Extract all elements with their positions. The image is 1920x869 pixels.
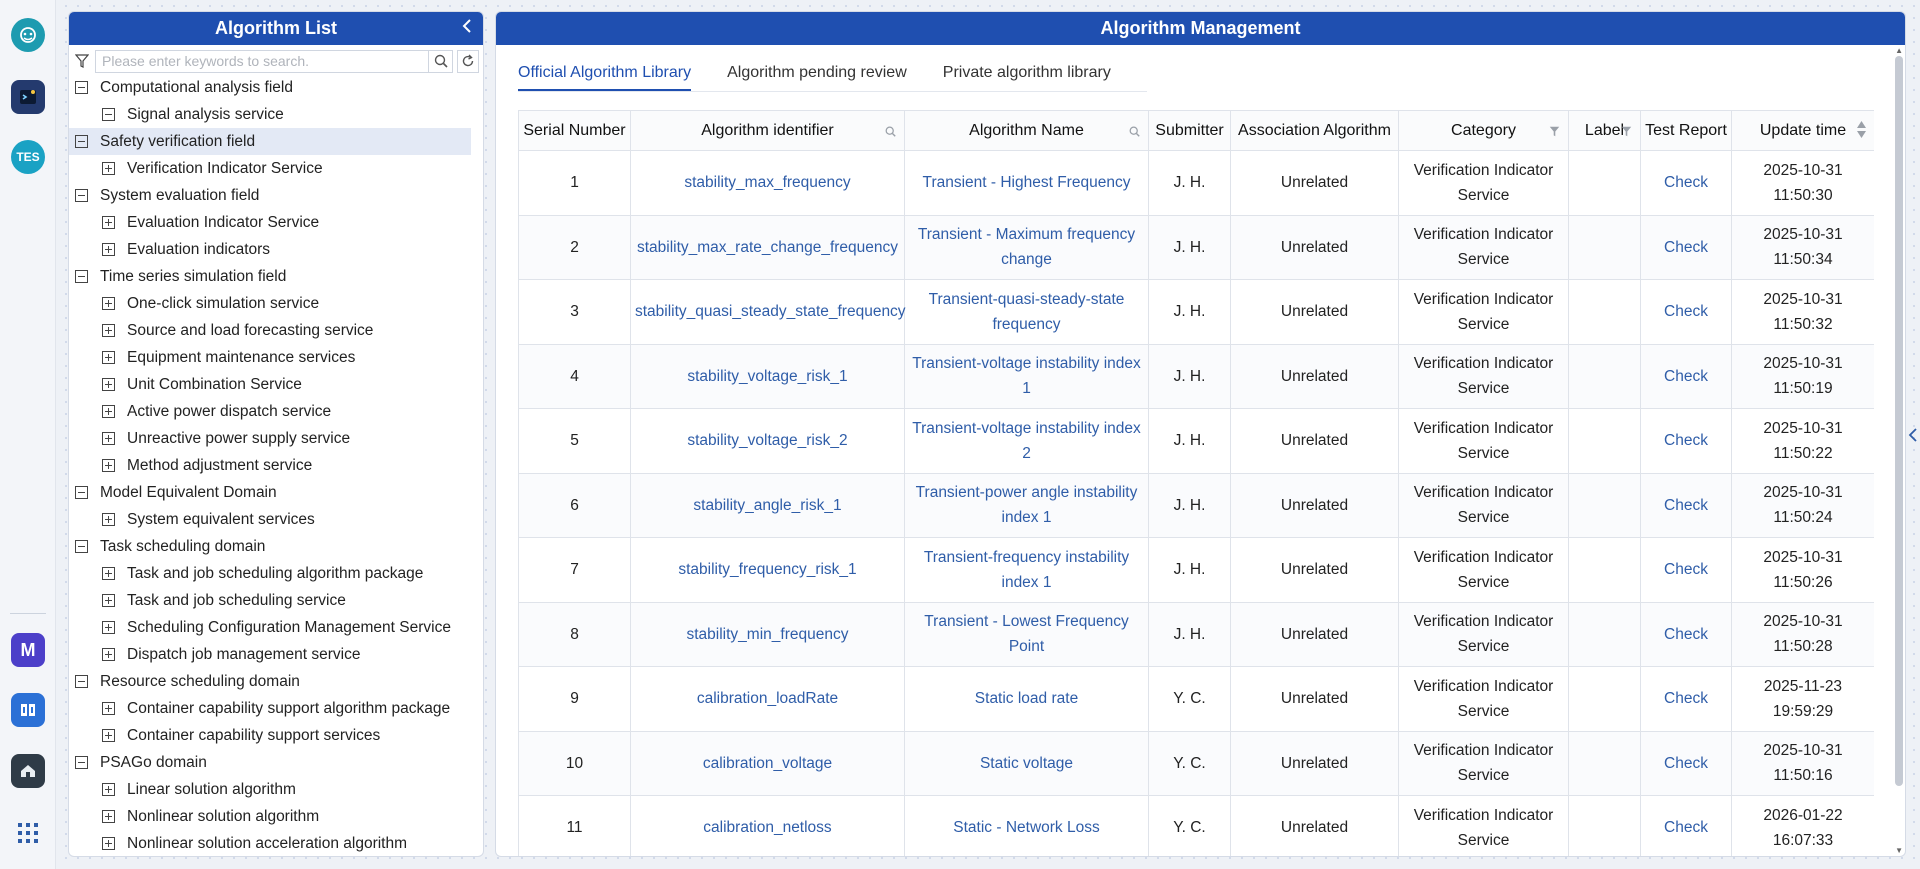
label-cell (1569, 344, 1641, 409)
tree-node-label: Time series simulation field (100, 267, 287, 285)
m-app-icon[interactable]: M (11, 633, 45, 667)
update-clock-time: 11:50:32 (1773, 315, 1833, 333)
algorithm-identifier-link[interactable]: stability_angle_risk_1 (631, 473, 905, 538)
scroll-down-icon[interactable]: ▼ (1895, 846, 1903, 855)
app-rail (0, 0, 56, 869)
tree-node-label: Evaluation Indicator Service (127, 213, 320, 231)
expand-plus-icon[interactable] (102, 216, 115, 229)
tree-node-label: Safety verification field (100, 132, 256, 150)
algorithm-management-header (496, 12, 1905, 45)
collapse-minus-icon[interactable] (102, 108, 115, 121)
algorithm-name-link[interactable]: Transient-voltage instability index 2 (905, 409, 1149, 474)
update-date: 2025-10-31 (1763, 226, 1843, 244)
column-header-label: Submitter (1155, 121, 1224, 139)
tree-node[interactable] (69, 371, 483, 398)
tree-node[interactable] (69, 155, 483, 182)
tree-node[interactable] (69, 398, 483, 425)
collapse-minus-icon[interactable] (75, 486, 88, 499)
table-row (519, 473, 1875, 538)
label-cell (1569, 796, 1641, 858)
table-row (519, 409, 1875, 474)
algorithm-name-link[interactable]: Transient - Highest Frequency (905, 151, 1149, 216)
check-report-link[interactable]: Check (1641, 344, 1732, 409)
page-title: Algorithm Management (1100, 18, 1301, 38)
expand-plus-icon[interactable] (102, 810, 115, 823)
tree-node[interactable] (69, 236, 483, 263)
association-cell: Unrelated (1231, 409, 1399, 474)
tree-node[interactable] (69, 533, 483, 560)
serial-number-cell: 5 (519, 409, 631, 474)
expand-plus-icon[interactable] (102, 405, 115, 418)
algorithm-table-wrap (518, 110, 1874, 857)
serial-number-cell: 2 (519, 215, 631, 280)
collapse-minus-icon[interactable] (75, 270, 88, 283)
tab-private-algorithm-library[interactable]: Private algorithm library (942, 64, 1111, 81)
update-clock-time: 19:59:29 (1772, 702, 1834, 720)
update-clock-time: 11:50:30 (1773, 186, 1833, 204)
tab-algorithm-pending-review[interactable]: Algorithm pending review (727, 64, 907, 81)
tree-node-label: Nonlinear solution acceleration algorithm (127, 834, 408, 852)
tree-node-label: Task and job scheduling algorithm package (127, 564, 424, 582)
tree-node[interactable] (69, 560, 483, 587)
expand-plus-icon[interactable] (102, 621, 115, 634)
update-clock-time: 11:50:22 (1773, 444, 1833, 462)
tree-node-label: Method adjustment service (127, 456, 313, 474)
serial-number-cell: 7 (519, 538, 631, 603)
expand-plus-icon[interactable] (102, 594, 115, 607)
update-clock-time: 11:50:26 (1773, 573, 1833, 591)
association-cell: Unrelated (1231, 473, 1399, 538)
check-report-link[interactable]: Check (1641, 280, 1732, 345)
tree-node-label: Resource scheduling domain (100, 672, 300, 690)
tree-node-label: One-click simulation service (127, 294, 320, 312)
collapse-minus-icon[interactable] (75, 135, 88, 148)
algorithm-identifier-link[interactable]: calibration_netloss (631, 796, 905, 858)
tes-app-icon[interactable]: TES (11, 140, 45, 174)
submitter-cell: J. H. (1149, 215, 1231, 280)
column-search-icon[interactable] (885, 124, 896, 142)
tree-node-label: Task and job scheduling service (127, 591, 346, 609)
tree-node-label: Task scheduling domain (100, 537, 266, 555)
tree-node[interactable] (69, 182, 483, 209)
serial-number-cell: 6 (519, 473, 631, 538)
tree-node[interactable] (69, 479, 483, 506)
serial-number-cell: 9 (519, 667, 631, 732)
update-date: 2025-10-31 (1763, 613, 1843, 631)
update-date: 2025-11-23 (1763, 677, 1843, 695)
column-header-label: Test Report (1645, 121, 1727, 139)
tree-node[interactable] (69, 695, 483, 722)
expand-plus-icon[interactable] (102, 648, 115, 661)
algorithm-list-header (69, 12, 483, 45)
serial-number-cell: 8 (519, 602, 631, 667)
update-date: 2025-10-31 (1763, 290, 1843, 308)
home-app-icon[interactable] (11, 754, 45, 788)
update-clock-time: 11:50:16 (1773, 767, 1833, 785)
tree-node[interactable] (69, 776, 483, 803)
algorithm-identifier-link[interactable]: stability_max_rate_change_frequency (631, 215, 905, 280)
tree-node-label: Nonlinear solution algorithm (127, 807, 320, 825)
tree-node[interactable] (69, 263, 483, 290)
expand-plus-icon[interactable] (102, 513, 115, 526)
update-time-cell (1732, 151, 1875, 216)
category-cell: Verification Indicator Service (1399, 344, 1569, 409)
tree-node-label: Container capability support algorithm package (127, 699, 451, 717)
table-row (519, 538, 1875, 603)
algorithm-identifier-link[interactable]: calibration_loadRate (631, 667, 905, 732)
tree-node-label: Unit Combination Service (127, 375, 302, 393)
tree-node[interactable] (69, 803, 483, 830)
collapse-left-icon[interactable] (461, 18, 473, 39)
column-filter-icon[interactable] (1549, 124, 1560, 142)
serial-number-cell: 4 (519, 344, 631, 409)
tree-node[interactable] (69, 317, 483, 344)
category-cell: Verification Indicator Service (1399, 409, 1569, 474)
category-cell: Verification Indicator Service (1399, 280, 1569, 345)
algorithm-tree (69, 74, 483, 857)
algorithm-identifier-link[interactable]: calibration_voltage (631, 731, 905, 796)
submitter-cell: J. H. (1149, 409, 1231, 474)
check-report-link[interactable]: Check (1641, 151, 1732, 216)
tree-node[interactable] (69, 506, 483, 533)
update-time-cell (1732, 667, 1875, 732)
association-cell: Unrelated (1231, 538, 1399, 603)
column-header (905, 111, 1149, 151)
column-filter-icon[interactable] (1621, 124, 1632, 142)
submitter-cell: Y. C. (1149, 667, 1231, 732)
association-cell: Unrelated (1231, 667, 1399, 732)
update-time-cell (1732, 796, 1875, 858)
expand-plus-icon[interactable] (102, 702, 115, 715)
expand-plus-icon[interactable] (102, 783, 115, 796)
algorithm-name-link[interactable]: Static - Network Loss (905, 796, 1149, 858)
expand-right-icon[interactable] (1906, 423, 1920, 447)
column-header (1641, 111, 1732, 151)
category-cell: Verification Indicator Service (1399, 538, 1569, 603)
expand-plus-icon[interactable] (102, 459, 115, 472)
column-header (519, 111, 631, 151)
column-header (1149, 111, 1231, 151)
library-tabs (518, 64, 1147, 92)
algorithm-name-link[interactable]: Static load rate (905, 667, 1149, 732)
update-clock-time: 11:50:34 (1773, 251, 1833, 269)
column-header-label: Category (1451, 121, 1516, 139)
update-date: 2025-10-31 (1763, 161, 1843, 179)
update-time-cell (1732, 215, 1875, 280)
update-date: 2025-10-31 (1763, 742, 1843, 760)
table-row (519, 151, 1875, 216)
tree-node[interactable] (69, 209, 483, 236)
serial-number-cell: 1 (519, 151, 631, 216)
tree-node[interactable] (69, 668, 483, 695)
expand-plus-icon[interactable] (102, 567, 115, 580)
update-date: 2025-10-31 (1763, 355, 1843, 373)
algorithm-management-panel (495, 11, 1906, 857)
apps-grid-icon[interactable] (11, 816, 45, 850)
tree-node-label: Signal analysis service (127, 105, 284, 123)
table-header-row (519, 111, 1875, 151)
column-sort-icon[interactable] (1857, 121, 1866, 138)
algorithm-name-link[interactable]: Transient-quasi-steady-state frequency (905, 280, 1149, 345)
submitter-cell: Y. C. (1149, 796, 1231, 858)
rail-divider (10, 613, 46, 614)
update-clock-time: 11:50:24 (1773, 509, 1833, 527)
update-date: 2026-01-22 (1763, 806, 1843, 824)
algorithm-name-link[interactable]: Transient-voltage instability index 1 (905, 344, 1149, 409)
tree-node-label: Source and load forecasting service (127, 321, 374, 339)
update-date: 2025-10-31 (1763, 484, 1843, 502)
serial-number-cell: 3 (519, 280, 631, 345)
check-report-link[interactable]: Check (1641, 602, 1732, 667)
column-header-label: Association Algorithm (1238, 121, 1391, 139)
update-clock-time: 16:07:33 (1772, 831, 1834, 849)
column-search-icon[interactable] (1129, 124, 1140, 142)
category-cell: Verification Indicator Service (1399, 796, 1569, 858)
tree-node-label: Scheduling Configuration Management Service (127, 618, 451, 636)
algorithm-name-link[interactable]: Transient-power angle instability index 1 (905, 473, 1149, 538)
update-time-cell (1732, 344, 1875, 409)
terminal-app-icon[interactable] (11, 80, 45, 114)
search-icon[interactable] (428, 51, 452, 72)
category-cell: Verification Indicator Service (1399, 731, 1569, 796)
table-row (519, 796, 1875, 858)
vertical-scrollbar[interactable] (1895, 56, 1903, 786)
bot-app-icon[interactable] (11, 18, 45, 52)
collapse-minus-icon[interactable] (75, 189, 88, 202)
algorithm-table (518, 110, 1874, 857)
label-cell (1569, 731, 1641, 796)
association-cell: Unrelated (1231, 731, 1399, 796)
refresh-icon[interactable] (457, 50, 479, 73)
category-cell: Verification Indicator Service (1399, 602, 1569, 667)
scroll-up-icon[interactable]: ▲ (1895, 46, 1903, 55)
update-time-cell (1732, 473, 1875, 538)
column-header-label: Label (1584, 121, 1625, 139)
expand-plus-icon[interactable] (102, 351, 115, 364)
update-time-cell (1732, 538, 1875, 603)
collapse-minus-icon[interactable] (75, 540, 88, 553)
tree-node-label: Dispatch job management service (127, 645, 361, 663)
update-date: 2025-10-31 (1763, 548, 1843, 566)
algorithm-name-link[interactable]: Transient-frequency instability index 1 (905, 538, 1149, 603)
tree-node[interactable] (69, 128, 471, 155)
collapse-minus-icon[interactable] (75, 675, 88, 688)
association-cell: Unrelated (1231, 280, 1399, 345)
table-row (519, 344, 1875, 409)
check-report-link[interactable]: Check (1641, 796, 1732, 858)
submitter-cell: J. H. (1149, 602, 1231, 667)
column-header (1569, 111, 1641, 151)
column-header-label: Update time (1759, 121, 1847, 139)
algorithm-identifier-link[interactable]: stability_frequency_risk_1 (631, 538, 905, 603)
category-cell: Verification Indicator Service (1399, 473, 1569, 538)
column-header-label: Serial Number (523, 121, 626, 139)
update-time-cell (1732, 602, 1875, 667)
check-report-link[interactable]: Check (1641, 731, 1732, 796)
submitter-cell: J. H. (1149, 280, 1231, 345)
algorithm-identifier-link[interactable]: stability_voltage_risk_2 (631, 409, 905, 474)
category-cell: Verification Indicator Service (1399, 667, 1569, 732)
collapse-minus-icon[interactable] (75, 756, 88, 769)
table-row (519, 667, 1875, 732)
update-clock-time: 11:50:19 (1773, 380, 1833, 398)
tree-node-label: Model Equivalent Domain (100, 483, 277, 501)
algorithm-name-link[interactable]: Static voltage (905, 731, 1149, 796)
algorithm-identifier-link[interactable]: stability_voltage_risk_1 (631, 344, 905, 409)
tree-node-label: System equivalent services (127, 510, 315, 528)
submitter-cell: J. H. (1149, 151, 1231, 216)
check-report-link[interactable]: Check (1641, 667, 1732, 732)
expand-plus-icon[interactable] (102, 297, 115, 310)
tree-node-label: System evaluation field (100, 186, 260, 204)
tree-node[interactable] (69, 290, 483, 317)
filter-icon[interactable] (73, 54, 91, 68)
tree-node[interactable] (69, 641, 483, 668)
expand-plus-icon[interactable] (102, 432, 115, 445)
tree-node[interactable] (69, 452, 483, 479)
association-cell: Unrelated (1231, 215, 1399, 280)
association-cell: Unrelated (1231, 796, 1399, 858)
label-cell (1569, 667, 1641, 732)
label-cell (1569, 280, 1641, 345)
expand-plus-icon[interactable] (102, 837, 115, 850)
column-header (1732, 111, 1875, 151)
tree-node[interactable] (69, 830, 483, 857)
expand-plus-icon[interactable] (102, 243, 115, 256)
tree-node-label: Linear solution algorithm (127, 780, 296, 798)
algorithm-list-title: Algorithm List (215, 18, 337, 38)
label-cell (1569, 215, 1641, 280)
algorithm-identifier-link[interactable]: stability_quasi_steady_state_frequency (631, 280, 905, 345)
tab-official-algorithm-library[interactable]: Official Algorithm Library (518, 64, 691, 91)
tree-node[interactable] (69, 425, 483, 452)
document-app-icon[interactable] (11, 693, 45, 727)
tree-node[interactable] (69, 74, 483, 101)
expand-plus-icon[interactable] (102, 162, 115, 175)
update-time-cell (1732, 731, 1875, 796)
tree-node-label: Equipment maintenance services (127, 348, 356, 366)
label-cell (1569, 602, 1641, 667)
check-report-link[interactable]: Check (1641, 473, 1732, 538)
label-cell (1569, 473, 1641, 538)
tree-node[interactable] (69, 344, 483, 371)
expand-plus-icon[interactable] (102, 378, 115, 391)
table-row (519, 731, 1875, 796)
check-report-link[interactable]: Check (1641, 215, 1732, 280)
expand-plus-icon[interactable] (102, 729, 115, 742)
update-time-cell (1732, 409, 1875, 474)
check-report-link[interactable]: Check (1641, 538, 1732, 603)
tree-node[interactable] (69, 722, 483, 749)
algorithm-identifier-link[interactable]: stability_min_frequency (631, 602, 905, 667)
tree-node-label: PSAGo domain (100, 753, 207, 771)
association-cell: Unrelated (1231, 151, 1399, 216)
association-cell: Unrelated (1231, 344, 1399, 409)
column-header (1399, 111, 1569, 151)
search-row (69, 48, 483, 74)
label-cell (1569, 538, 1641, 603)
tree-node-label: Active power dispatch service (127, 402, 332, 420)
column-header (1231, 111, 1399, 151)
search-input[interactable] (96, 51, 428, 72)
label-cell (1569, 409, 1641, 474)
tree-node[interactable] (69, 614, 483, 641)
table-row (519, 215, 1875, 280)
update-time-cell (1732, 280, 1875, 345)
category-cell: Verification Indicator Service (1399, 151, 1569, 216)
algorithm-name-link[interactable]: Transient - Maximum frequency change (905, 215, 1149, 280)
serial-number-cell: 10 (519, 731, 631, 796)
column-header-label: Algorithm identifier (701, 121, 834, 139)
table-row (519, 280, 1875, 345)
submitter-cell: J. H. (1149, 473, 1231, 538)
collapse-minus-icon[interactable] (75, 81, 88, 94)
algorithm-list-panel (68, 11, 484, 857)
label-cell (1569, 151, 1641, 216)
tree-node-label: Verification Indicator Service (127, 159, 323, 177)
table-row (519, 602, 1875, 667)
update-clock-time: 11:50:28 (1773, 638, 1833, 656)
category-cell: Verification Indicator Service (1399, 215, 1569, 280)
submitter-cell: Y. C. (1149, 731, 1231, 796)
algorithm-identifier-link[interactable]: stability_max_frequency (631, 151, 905, 216)
column-header (631, 111, 905, 151)
update-date: 2025-10-31 (1763, 419, 1843, 437)
tree-node-label: Computational analysis field (100, 78, 293, 96)
tree-node[interactable] (69, 749, 483, 776)
tree-node-label: Container capability support services (127, 726, 381, 744)
algorithm-name-link[interactable]: Transient - Lowest Frequency Point (905, 602, 1149, 667)
tree-node[interactable] (69, 101, 483, 128)
expand-plus-icon[interactable] (102, 324, 115, 337)
tree-node-label: Unreactive power supply service (127, 429, 351, 447)
tree-node[interactable] (69, 587, 483, 614)
submitter-cell: J. H. (1149, 344, 1231, 409)
serial-number-cell: 11 (519, 796, 631, 858)
tree-node-label: Evaluation indicators (127, 240, 271, 258)
association-cell: Unrelated (1231, 602, 1399, 667)
check-report-link[interactable]: Check (1641, 409, 1732, 474)
column-header-label: Algorithm Name (969, 121, 1084, 139)
search-box (95, 50, 453, 73)
submitter-cell: J. H. (1149, 538, 1231, 603)
